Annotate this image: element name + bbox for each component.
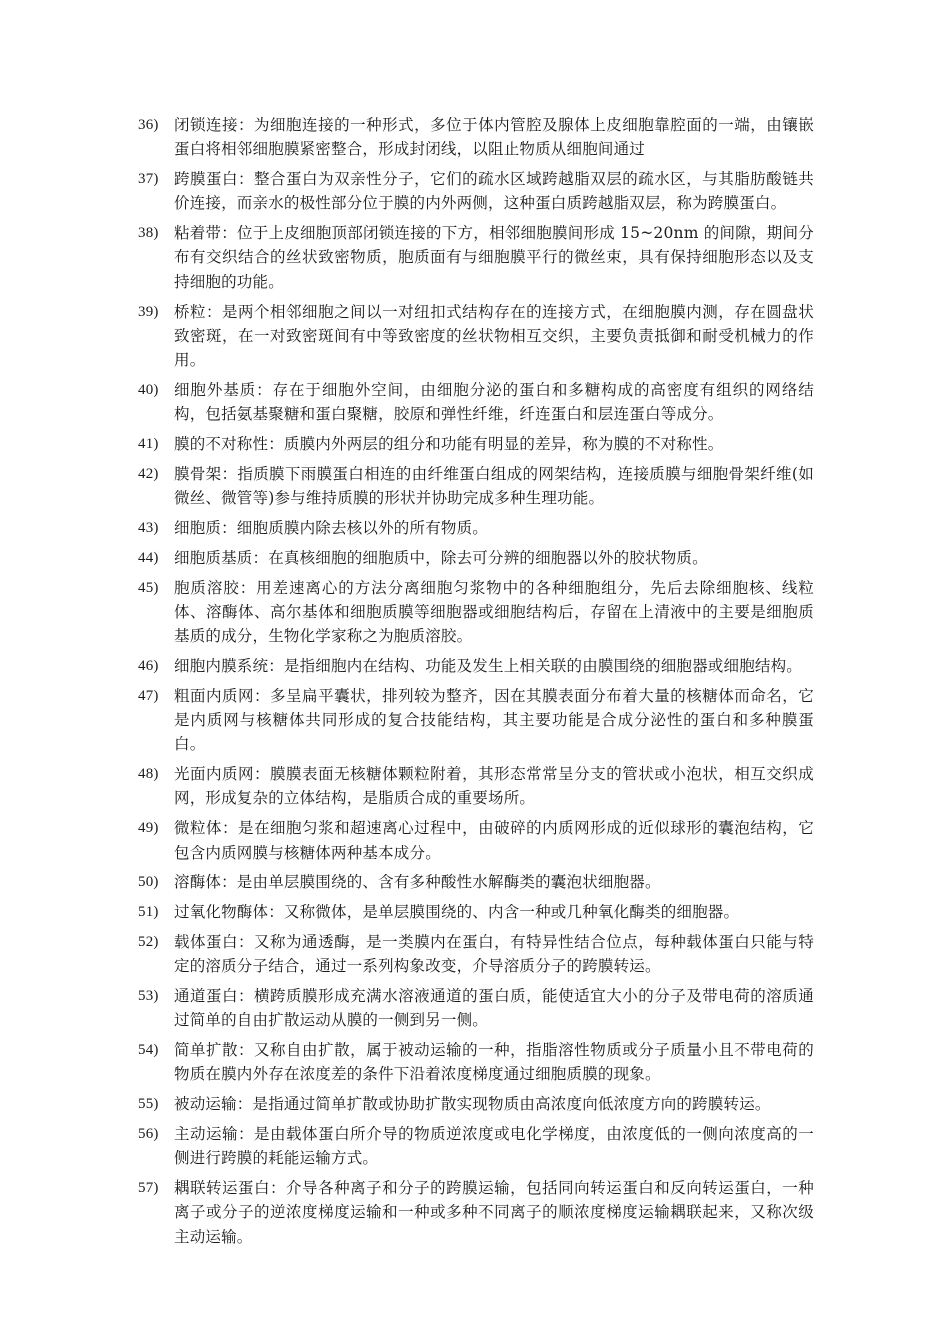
entry-text: 细胞外基质：存在于细胞外空间，由细胞分泌的蛋白和多糖构成的高密度有组织的网络结构，包括氨基聚糖和蛋白聚糖，胶原和弹性纤维，纤连蛋白和层连蛋白等成分。 [174, 380, 814, 424]
entry-number: 47) [138, 687, 159, 704]
glossary-list [138, 113, 814, 1254]
entry-text: 通道蛋白：横跨质膜形成充满水溶液通道的蛋白质，能使适宜大小的分子及带电荷的溶质通过简单的自由扩散运动从膜的一侧到另一侧。 [174, 987, 814, 1030]
entry-text: 过氧化物酶体：又称微体，是单层膜围绕的、内含一种或几种氧化酶类的细胞器。 [174, 903, 740, 922]
entry-number: 52) [138, 933, 159, 950]
entry-text: 载体蛋白：又称为通透酶，是一类膜内在蛋白，有特异性结合位点，每种载体蛋白只能与特定的溶质分子结合，通过一系列构象改变，介导溶质分子的跨膜转运。 [174, 932, 814, 976]
entry-number: 53) [138, 988, 159, 1004]
entry-number: 42) [138, 465, 159, 482]
glossary-entry [138, 1092, 814, 1116]
entry-text: 闭锁连接：为细胞连接的一种形式，多位于体内管腔及腺体上皮细胞靠腔面的一端，由镶嵌蛋白将相邻细胞膜紧密整合，形成封闭线，以阻止物质从细胞间通过 [174, 116, 814, 159]
entry-text: 桥粒：是两个相邻细胞之间以一对纽扣式结构存在的连接方式，在细胞膜内测，存在圆盘状致密斑，在一对致密斑间有中等致密度的丝状物相互交织，主要负责抵御和耐受机械力的作用。 [174, 302, 814, 370]
glossary-entry [138, 432, 814, 456]
glossary-entry [138, 762, 814, 811]
entry-text: 被动运输：是指通过简单扩散或协助扩散实现物质由高浓度向低浓度方向的跨膜转运。 [174, 1095, 771, 1114]
entry-number: 37) [138, 171, 159, 188]
entry-number: 36) [138, 117, 159, 133]
entry-number: 45) [138, 579, 159, 596]
glossary-entry [138, 870, 814, 894]
glossary-entry [138, 113, 814, 162]
entry-text: 细胞质基质：在真核细胞的细胞质中，除去可分辨的细胞器以外的胶状物质。 [174, 548, 708, 567]
entry-number: 40) [138, 381, 159, 398]
glossary-entry [138, 930, 814, 979]
entry-text: 细胞质：细胞质膜内除去核以外的所有物质。 [174, 518, 489, 537]
entry-number: 51) [138, 904, 159, 921]
entry-number: 44) [138, 549, 159, 566]
glossary-entry [138, 984, 814, 1033]
entry-number: 39) [138, 303, 159, 320]
glossary-entry [138, 1038, 814, 1087]
entry-text: 膜骨架：指质膜下雨膜蛋白相连的由纤维蛋白组成的网架结构，连接质膜与细胞骨架纤维(如微丝、微管等)参与维持质膜的形状并协助完成多种生理功能。 [174, 464, 814, 508]
glossary-entry [138, 576, 814, 649]
glossary-entry [138, 684, 814, 757]
entry-number: 48) [138, 766, 159, 783]
glossary-entry [138, 1122, 814, 1171]
glossary-entry [138, 221, 814, 294]
entry-text: 溶酶体：是由单层膜围绕的、含有多种酸性水解酶类的囊泡状细胞器。 [174, 873, 661, 892]
glossary-entry [138, 167, 814, 216]
entry-number: 41) [138, 436, 159, 453]
glossary-entry [138, 900, 814, 924]
entry-number: 50) [138, 874, 159, 891]
entry-text: 膜的不对称性：质膜内外两层的组分和功能有明显的差异，称为膜的不对称性。 [174, 435, 724, 454]
entry-text: 粘着带：位于上皮细胞顶部闭锁连接的下方，相邻细胞膜间形成 15~20nm 的间隙，期间分布有交织结合的丝状致密物质，胞质面有与细胞膜平行的微丝束，具有保持细胞形态以及支持细胞的功能。 [174, 224, 814, 291]
entry-text: 主动运输：是由载体蛋白所介导的物质逆浓度或电化学梯度，由浓度低的一侧向浓度高的一侧进行跨膜的耗能运输方式。 [174, 1124, 814, 1168]
entry-text: 耦联转运蛋白：介导各种离子和分子的跨膜运输，包括同向转运蛋白和反向转运蛋白，一种离子或分子的逆浓度梯度运输和一种或多种不同离子的顺浓度梯度运输耦联起来，又称次级主动运输。 [174, 1179, 814, 1246]
entry-number: 54) [138, 1042, 159, 1059]
entry-text: 微粒体：是在细胞匀浆和超速离心过程中，由破碎的内质网形成的近似球形的囊泡结构，它包含内质网膜与核糖体两种基本成分。 [174, 819, 814, 862]
entry-number: 38) [138, 225, 159, 242]
glossary-entry [138, 516, 814, 540]
entry-number: 49) [138, 820, 159, 837]
glossary-entry [138, 1176, 814, 1249]
glossary-entry [138, 462, 814, 511]
entry-text: 跨膜蛋白：整合蛋白为双亲性分子，它们的疏水区域跨越脂双层的疏水区，与其脂肪酸链共价连接，而亲水的极性部分位于膜的内外两侧，这种蛋白质跨越脂双层，称为跨膜蛋白。 [174, 170, 814, 213]
glossary-entry [138, 546, 814, 570]
entry-text: 光面内质网：膜膜表面无核糖体颗粒附着，其形态常常呈分支的管状或小泡状，相互交织成网，形成复杂的立体结构，是脂质合成的重要场所。 [174, 765, 814, 808]
entry-text: 细胞内膜系统：是指细胞内在结构、功能及发生上相关联的由膜围绕的细胞器或细胞结构。 [174, 656, 803, 675]
entry-number: 56) [138, 1125, 159, 1142]
entry-text: 胞质溶胶：用差速离心的方法分离细胞匀浆物中的各种细胞组分，先后去除细胞核、线粒体、溶酶体、高尔基体和细胞质膜等细胞器或细胞结构后，存留在上清液中的主要是细胞质基质的成分，生物化学家称之为胞质溶胶。 [174, 578, 814, 646]
glossary-entry [138, 654, 814, 678]
entry-text: 简单扩散：又称自由扩散，属于被动运输的一种，指脂溶性物质或分子质量小且不带电荷的物质在膜内外存在浓度差的条件下沿着浓度梯度通过细胞质膜的现象。 [174, 1041, 814, 1084]
glossary-entry [138, 816, 814, 865]
entry-number: 57) [138, 1180, 159, 1197]
entry-number: 55) [138, 1096, 159, 1113]
glossary-entry [138, 378, 814, 427]
entry-number: 46) [138, 657, 159, 674]
glossary-entry [138, 300, 814, 373]
entry-text: 粗面内质网：多呈扁平囊状，排列较为整齐，因在其膜表面分布着大量的核糖体而命名，它是内质网与核糖体共同形成的复合技能结构，其主要功能是合成分泌性的蛋白和多种膜蛋白。 [174, 686, 814, 754]
entry-number: 43) [138, 519, 159, 536]
